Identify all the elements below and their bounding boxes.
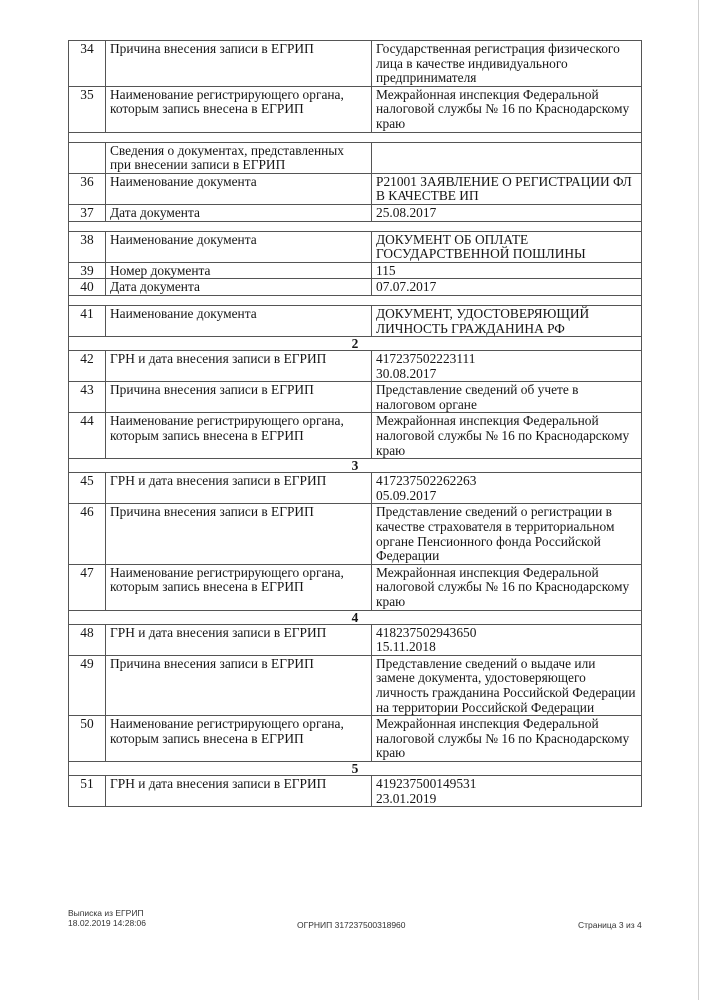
table-row bbox=[69, 262, 642, 279]
field-label: ГРН и дата внесения записи в ЕГРИП bbox=[106, 775, 372, 806]
field-label: Наименование регистрирующего органа, которым запись внесена в ЕГРИП bbox=[106, 86, 372, 132]
row-number: 50 bbox=[69, 716, 106, 762]
spacer-cell bbox=[69, 221, 642, 231]
field-value: 115 bbox=[372, 262, 642, 279]
table-row bbox=[69, 504, 642, 564]
field-label: Наименование регистрирующего органа, которым запись внесена в ЕГРИП bbox=[106, 413, 372, 459]
spacer-cell bbox=[69, 132, 642, 142]
field-label: Наименование документа bbox=[106, 305, 372, 336]
table-row bbox=[69, 173, 642, 204]
table-body bbox=[69, 41, 642, 807]
table-row bbox=[69, 716, 642, 762]
egrip-records-table bbox=[68, 40, 642, 807]
section-row bbox=[69, 761, 642, 775]
section-number: 3 bbox=[69, 459, 642, 473]
row-number: 42 bbox=[69, 351, 106, 382]
field-value: Государственная регистрация физического лица в качестве индивидуального предпринимателя bbox=[372, 41, 642, 87]
field-label: Наименование регистрирующего органа, которым запись внесена в ЕГРИП bbox=[106, 716, 372, 762]
field-value: Межрайонная инспекция Федеральной налоговой службы № 16 по Краснодарскому краю bbox=[372, 86, 642, 132]
section-number: 4 bbox=[69, 610, 642, 624]
field-label: Сведения о документах, представленных при внесении записи в ЕГРИП bbox=[106, 142, 372, 173]
field-label: Причина внесения записи в ЕГРИП bbox=[106, 41, 372, 87]
section-row bbox=[69, 610, 642, 624]
section-row bbox=[69, 337, 642, 351]
field-label: Наименование регистрирующего органа, которым запись внесена в ЕГРИП bbox=[106, 564, 372, 610]
field-value: Р21001 ЗАЯВЛЕНИЕ О РЕГИСТРАЦИИ ФЛ В КАЧЕСТВЕ ИП bbox=[372, 173, 642, 204]
footer-page-number: Страница 3 из 4 bbox=[578, 920, 642, 930]
field-value: Межрайонная инспекция Федеральной налоговой службы № 16 по Краснодарскому краю bbox=[372, 413, 642, 459]
field-label: ГРН и дата внесения записи в ЕГРИП bbox=[106, 473, 372, 504]
field-label: Причина внесения записи в ЕГРИП bbox=[106, 504, 372, 564]
row-number: 40 bbox=[69, 279, 106, 296]
field-label: Наименование документа bbox=[106, 173, 372, 204]
table-row bbox=[69, 382, 642, 413]
row-number: 43 bbox=[69, 382, 106, 413]
table-row bbox=[69, 41, 642, 87]
table-row bbox=[69, 413, 642, 459]
row-number: 45 bbox=[69, 473, 106, 504]
field-value: Межрайонная инспекция Федеральной налоговой службы № 16 по Краснодарскому краю bbox=[372, 564, 642, 610]
table-row bbox=[69, 86, 642, 132]
table-row bbox=[69, 655, 642, 715]
field-label: Наименование документа bbox=[106, 231, 372, 262]
footer-extract-info bbox=[68, 908, 146, 928]
field-label: Номер документа bbox=[106, 262, 372, 279]
footer-ogrnip: ОГРНИП 317237500318960 bbox=[297, 920, 406, 930]
field-value: 418237502943650 15.11.2018 bbox=[372, 624, 642, 655]
field-label: Причина внесения записи в ЕГРИП bbox=[106, 382, 372, 413]
row-number: 51 bbox=[69, 775, 106, 806]
field-value: 07.07.2017 bbox=[372, 279, 642, 296]
field-value: ДОКУМЕНТ ОБ ОПЛАТЕ ГОСУДАРСТВЕННОЙ ПОШЛИНЫ bbox=[372, 231, 642, 262]
table-row bbox=[69, 624, 642, 655]
table-row bbox=[69, 351, 642, 382]
table-row bbox=[69, 279, 642, 296]
row-number: 48 bbox=[69, 624, 106, 655]
field-value: 417237502262263 05.09.2017 bbox=[372, 473, 642, 504]
footer-datetime: 18.02.2019 14:28:06 bbox=[68, 918, 146, 928]
row-number: 46 bbox=[69, 504, 106, 564]
field-value: 419237500149531 23.01.2019 bbox=[372, 775, 642, 806]
row-number: 44 bbox=[69, 413, 106, 459]
table-row bbox=[69, 775, 642, 806]
table-row bbox=[69, 142, 642, 173]
field-value: Представление сведений о регистрации в качестве страхователя в территориальном органе Пенсионного фонда Российской Федерации bbox=[372, 504, 642, 564]
row-number: 36 bbox=[69, 173, 106, 204]
section-number: 2 bbox=[69, 337, 642, 351]
table-row bbox=[69, 231, 642, 262]
table-row bbox=[69, 564, 642, 610]
field-value: 25.08.2017 bbox=[372, 204, 642, 221]
page-edge bbox=[698, 0, 699, 1000]
table-row bbox=[69, 204, 642, 221]
row-number: 34 bbox=[69, 41, 106, 87]
section-number: 5 bbox=[69, 761, 642, 775]
spacer-row bbox=[69, 221, 642, 231]
field-label: Причина внесения записи в ЕГРИП bbox=[106, 655, 372, 715]
table-row bbox=[69, 305, 642, 336]
section-row bbox=[69, 459, 642, 473]
row-number: 39 bbox=[69, 262, 106, 279]
spacer-row bbox=[69, 295, 642, 305]
row-number: 47 bbox=[69, 564, 106, 610]
row-number: 35 bbox=[69, 86, 106, 132]
field-value: ДОКУМЕНТ, УДОСТОВЕРЯЮЩИЙ ЛИЧНОСТЬ ГРАЖДАНИНА РФ bbox=[372, 305, 642, 336]
field-label: Дата документа bbox=[106, 204, 372, 221]
field-label: ГРН и дата внесения записи в ЕГРИП bbox=[106, 351, 372, 382]
table-row bbox=[69, 473, 642, 504]
field-value: Представление сведений о выдаче или замене документа, удостоверяющего личность гражданина Российской Федерации на территории Российской Федерации bbox=[372, 655, 642, 715]
field-value: 417237502223111 30.08.2017 bbox=[372, 351, 642, 382]
field-value bbox=[372, 142, 642, 173]
field-value: Представление сведений об учете в налоговом органе bbox=[372, 382, 642, 413]
spacer-cell bbox=[69, 295, 642, 305]
row-number: 49 bbox=[69, 655, 106, 715]
spacer-row bbox=[69, 132, 642, 142]
row-number: 38 bbox=[69, 231, 106, 262]
row-number: 41 bbox=[69, 305, 106, 336]
field-label: Дата документа bbox=[106, 279, 372, 296]
footer-doc-title: Выписка из ЕГРИП bbox=[68, 908, 144, 918]
field-label: ГРН и дата внесения записи в ЕГРИП bbox=[106, 624, 372, 655]
row-number: 37 bbox=[69, 204, 106, 221]
row-number bbox=[69, 142, 106, 173]
field-value: Межрайонная инспекция Федеральной налоговой службы № 16 по Краснодарскому краю bbox=[372, 716, 642, 762]
